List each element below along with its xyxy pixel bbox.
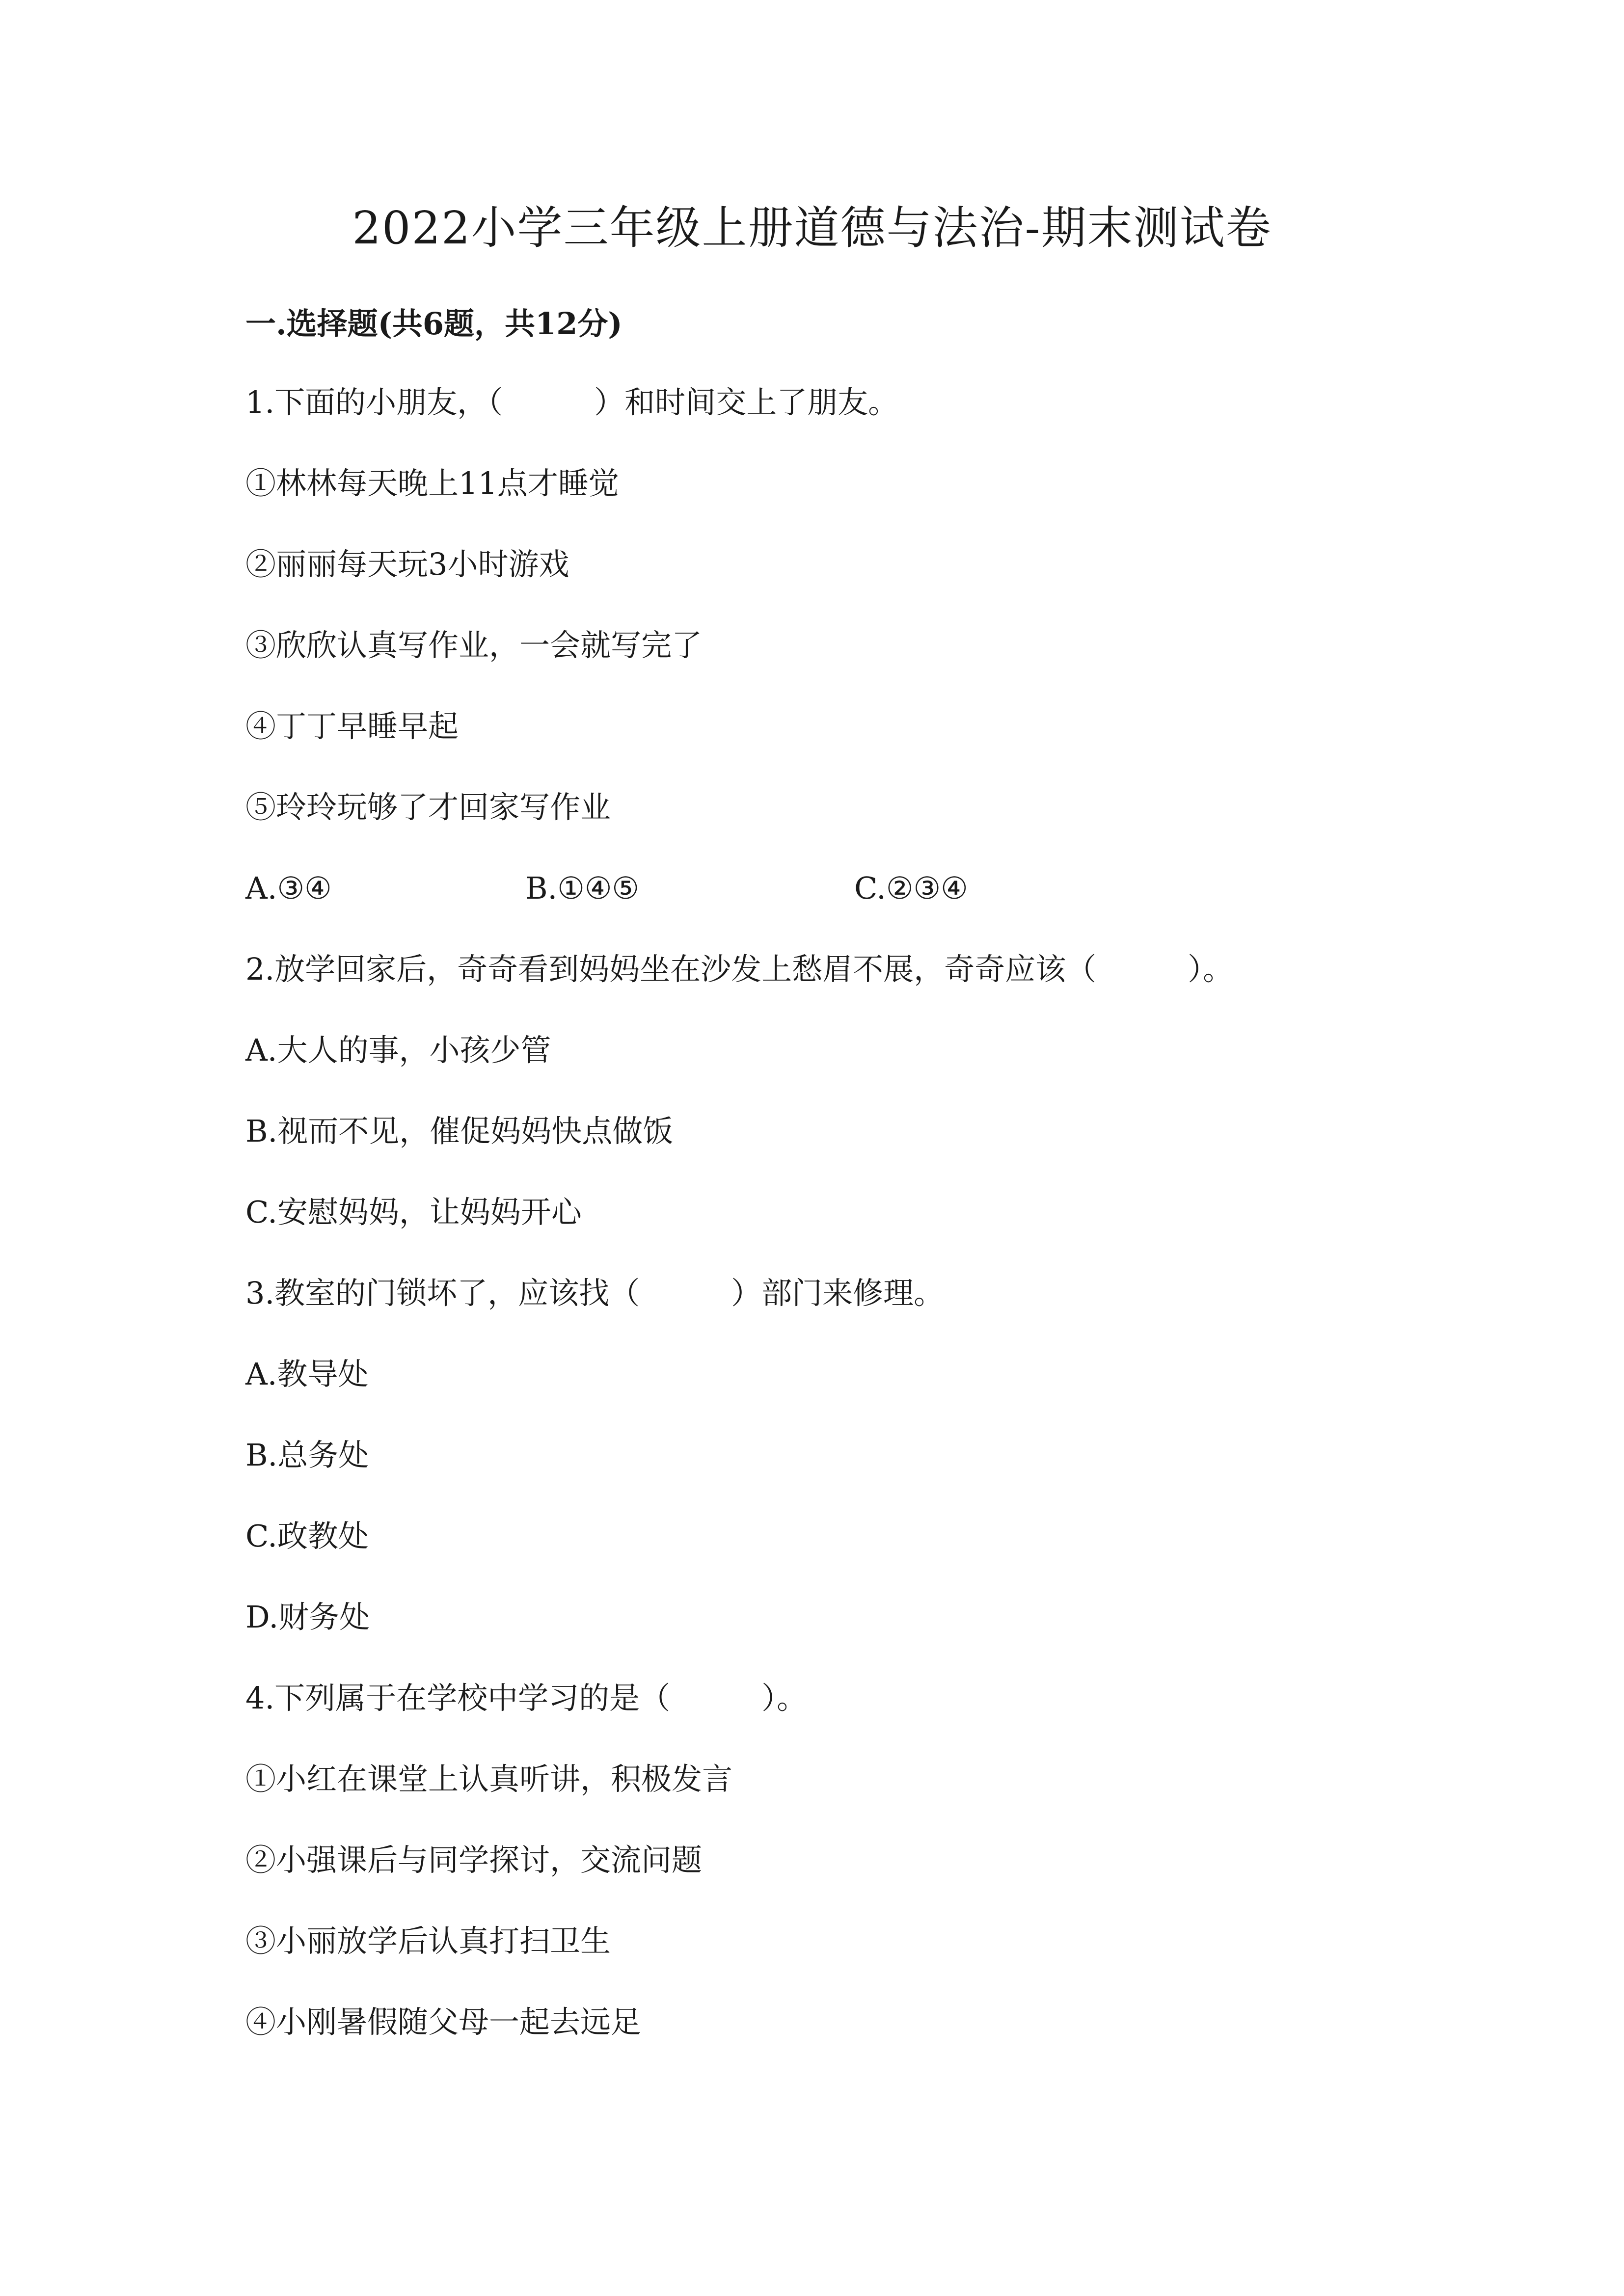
question-4-item-2: ②小强课后与同学探讨，交流问题 [245,1842,703,1878]
question-2-stem: 2.放学回家后，奇奇看到妈妈坐在沙发上愁眉不展，奇奇应该（ ）。 [245,951,1234,987]
question-3-option-d: D.财务处 [245,1599,370,1635]
question-1-item-3: ③欣欣认真写作业，一会就写完了 [245,627,703,663]
question-4-item-1: ①小红在课堂上认真听讲，积极发言 [245,1761,733,1797]
question-2-option-c: C.安慰妈妈，让妈妈开心 [245,1194,582,1230]
section-heading: 一.选择题(共6题，共12分) [245,306,623,342]
question-4-stem: 4.下列属于在学校中学习的是（ ）。 [245,1680,808,1716]
question-1-item-5: ⑤玲玲玩够了才回家写作业 [245,789,611,825]
question-2-option-a: A.大人的事，小孩少管 [245,1032,551,1068]
question-3-option-b: B.总务处 [245,1437,369,1473]
question-1-option-a: A.③④ [245,870,332,906]
question-4-item-3: ③小丽放学后认真打扫卫生 [245,1923,611,1959]
question-1-item-1: ①林林每天晚上11点才睡觉 [245,465,619,501]
question-1-option-c: C.②③④ [854,870,968,906]
page-title: 2022小学三年级上册道德与法治-期末测试卷 [352,202,1272,254]
question-3-stem: 3.教室的门锁坏了，应该找（ ）部门来修理。 [245,1275,945,1311]
question-1-stem: 1.下面的小朋友，（ ）和时间交上了朋友。 [245,384,899,420]
question-3-option-c: C.政教处 [245,1518,369,1554]
question-1-item-2: ②丽丽每天玩3小时游戏 [245,546,569,582]
question-3-option-a: A.教导处 [245,1356,369,1392]
question-1-item-4: ④丁丁早睡早起 [245,708,459,744]
question-2-option-b: B.视而不见，催促妈妈快点做饭 [245,1113,674,1149]
question-1-option-b: B.①④⑤ [525,870,640,906]
question-4-item-4: ④小刚暑假随父母一起去远足 [245,2004,642,2040]
